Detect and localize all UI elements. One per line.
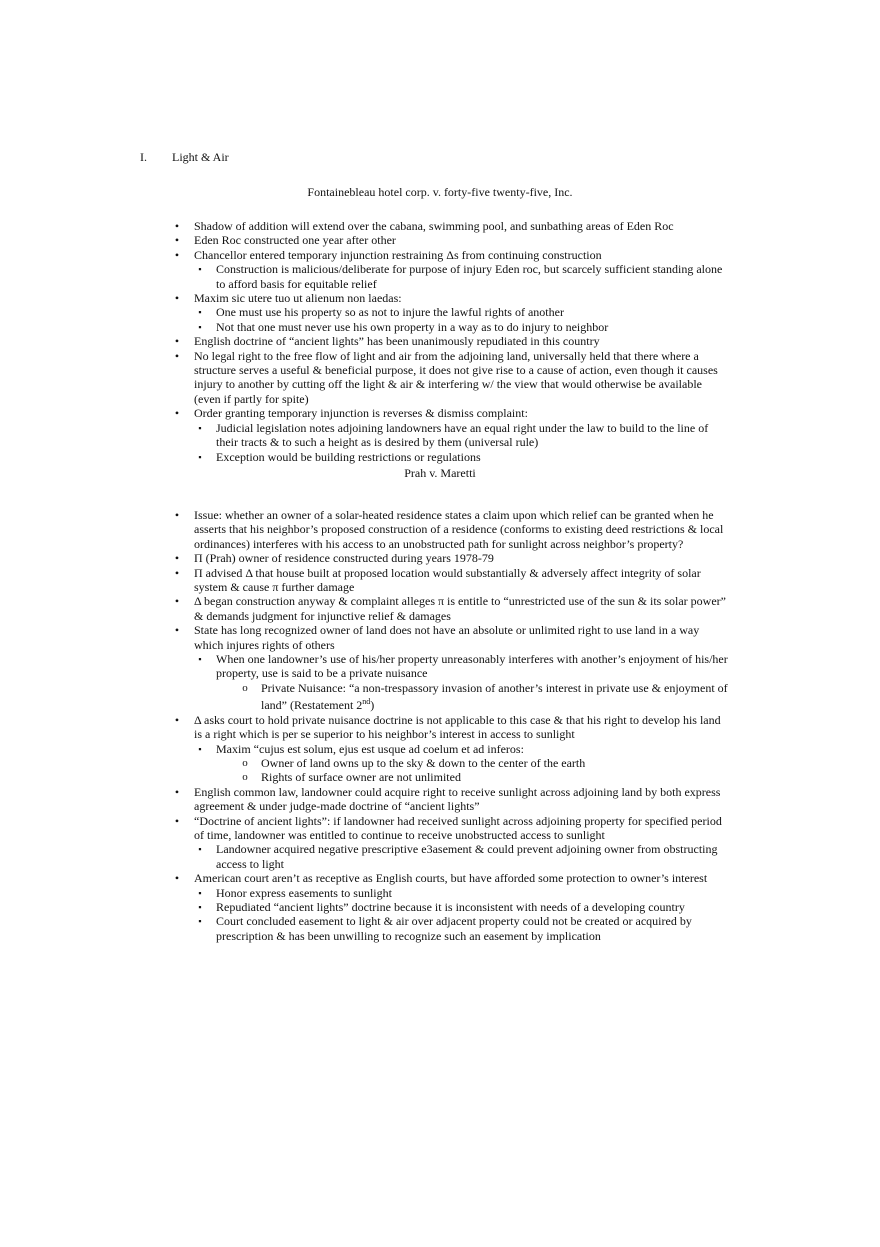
outline-item-text: Eden Roc constructed one year after other xyxy=(194,233,396,248)
bullet-marker: ▪ xyxy=(198,422,202,433)
bullet-marker: ▪ xyxy=(198,321,202,332)
outline-item-level-2 xyxy=(0,900,880,914)
outline-item-text: Rights of surface owner are not unlimited xyxy=(261,770,461,785)
bullet-marker: o xyxy=(242,771,248,784)
bullet-marker: o xyxy=(242,756,248,769)
outline-item-level-1 xyxy=(0,814,880,843)
bullet-marker: • xyxy=(174,334,180,349)
outline-item-text: Π advised Δ that house built at proposed location would substantially & adversely affect integrity of solar system & cause π further damage xyxy=(194,565,701,595)
section-title: Light & Air xyxy=(172,150,229,164)
bullet-marker: ▪ xyxy=(198,743,202,754)
outline-item-text: Judicial legislation notes adjoining landowners have an equal right under the law to build to the line of their tracts & to such a height as is desired by them (universal rule) xyxy=(216,420,709,450)
bullet-marker: • xyxy=(174,712,180,727)
outline-item-level-3 xyxy=(0,756,880,770)
bullet-marker: ▪ xyxy=(198,654,202,665)
outline-item-text: Issue: whether an owner of a solar-heated residence states a claim upon which relief can be granted when he asserts that his neighbor’s proposed construction of a residence (conforms to existing deed restrictions & local ordinances) interferes with his access to an unobstructed path for sunlight across neighbor’s property? xyxy=(194,508,724,551)
outline-item-level-1 xyxy=(0,349,880,407)
outline-item-text: One must use his property so as not to injure the lawful rights of another xyxy=(216,305,564,320)
bullet-marker: • xyxy=(174,813,180,828)
case-notes-prah xyxy=(0,508,880,943)
outline-item-level-1 xyxy=(0,594,880,623)
bullet-marker: • xyxy=(174,551,180,566)
outline-item-text: American court aren’t as receptive as English courts, but have afforded some protection to owner’s interest xyxy=(194,871,708,886)
outline-item-level-1 xyxy=(0,785,880,814)
bullet-marker: ▪ xyxy=(198,844,202,855)
outline-item-level-1 xyxy=(0,219,880,233)
outline-item-text: Landowner acquired negative prescriptive e3asement & could prevent adjoining owner from obstructing access to light xyxy=(216,842,718,871)
bullet-marker: ▪ xyxy=(198,307,202,318)
outline-item-text: Order granting temporary injunction is reverses & dismiss complaint: xyxy=(194,406,528,421)
bullet-marker: • xyxy=(174,291,180,306)
bullet-marker: • xyxy=(174,247,180,262)
outline-item-text: Maxim sic utere tuo ut alienum non laedas: xyxy=(194,291,402,306)
outline-item-text: No legal right to the free flow of light and air from the adjoining land, universally held that there where a structure serves a useful & beneficial purpose, it does not give rise to a cause of action, even though it causes injury to another by cutting off the light & air & interfering w/ the view that would otherwise be available (even if partly for spite) xyxy=(194,348,718,406)
outline-item-level-2 xyxy=(0,320,880,334)
bullet-marker: • xyxy=(174,508,180,522)
outline-item-text: Repudiated “ancient lights” doctrine because it is inconsistent with needs of a developing country xyxy=(216,899,685,914)
bullet-marker: • xyxy=(174,348,180,363)
outline-item-level-3 xyxy=(0,681,880,713)
outline-item-text: Court concluded easement to light & air over adjacent property could not be created or acquired by prescription & has been unwilling to recognize such an easement by implication xyxy=(216,914,692,943)
outline-item-text: Exception would be building restrictions or regulations xyxy=(216,449,481,464)
outline-item-level-1 xyxy=(0,871,880,885)
case-notes-fontainebleau xyxy=(0,219,880,464)
outline-item-level-2 xyxy=(0,652,880,681)
outline-item-text: Not that one must never use his own property in a way as to do injury to neighbor xyxy=(216,319,609,334)
section-number: I. xyxy=(140,150,147,164)
outline-item-text: Π (Prah) owner of residence constructed during years 1978-79 xyxy=(194,551,494,566)
bullet-marker: ▪ xyxy=(198,264,202,275)
outline-item-text: Owner of land owns up to the sky & down to the center of the earth xyxy=(261,755,586,770)
outline-item-text: Honor express easements to sunlight xyxy=(216,885,392,900)
bullet-marker: • xyxy=(174,623,180,638)
case-title-fontainebleau: Fontainebleau hotel corp. v. forty-five twenty-five, Inc. xyxy=(307,185,573,199)
outline-item-text: Maxim “cujus est solum, ejus est usque ad coelum et ad inferos: xyxy=(216,741,524,756)
bullet-marker: • xyxy=(174,233,180,248)
outline-item-text: State has long recognized owner of land does not have an absolute or unlimited right to use land in a way which injures rights of others xyxy=(194,623,700,652)
outline-item-level-1 xyxy=(0,566,880,595)
bullet-marker: ▪ xyxy=(198,901,202,912)
outline-item-level-2 xyxy=(0,450,880,464)
outline-item-text: Δ began construction anyway & complaint alleges π is entitle to “unrestricted use of the sun & its solar power” & demands judgment for injunctive relief & damages xyxy=(194,594,726,623)
outline-item-text: Shadow of addition will extend over the cabana, swimming pool, and sunbathing areas of Eden Roc xyxy=(194,219,674,233)
outline-item-text: Chancellor entered temporary injunction restraining Δs from continuing construction xyxy=(194,247,602,262)
outline-item-level-1 xyxy=(0,508,880,551)
bullet-marker: ▪ xyxy=(198,451,202,462)
bullet-marker: • xyxy=(174,219,180,233)
outline-item-text: English doctrine of “ancient lights” has been unanimously repudiated in this country xyxy=(194,334,600,349)
outline-item-level-1 xyxy=(0,291,880,305)
outline-item-text: Δ asks court to hold private nuisance doctrine is not applicable to this case & that his right to develop his land is a right which is per se superior to his neighbor’s interest in access to sunlight xyxy=(194,712,721,742)
outline-item-level-2 xyxy=(0,262,880,291)
outline-item-level-1 xyxy=(0,233,880,247)
bullet-marker: o xyxy=(242,681,248,694)
outline-item-level-2 xyxy=(0,842,880,871)
bullet-marker: • xyxy=(174,871,180,886)
bullet-marker: • xyxy=(174,565,180,580)
outline-item-text: English common law, landowner could acquire right to receive sunlight across adjoining land by both express agreement & under judge-made doctrine of “ancient lights” xyxy=(194,784,721,814)
bullet-marker: • xyxy=(174,406,180,421)
bullet-marker: • xyxy=(174,784,180,799)
outline-item-text: Private Nuisance: “a non-trespassory invasion of another’s interest in private use & enjoyment of land” (Restatement 2nd) xyxy=(261,680,728,713)
outline-item-level-1 xyxy=(0,334,880,348)
bullet-marker: • xyxy=(174,594,180,609)
outline-item-level-1 xyxy=(0,248,880,262)
outline-item-text: “Doctrine of ancient lights”: if landowner had received sunlight across adjoining property for specified period of time, landowner was entitled to continue to receive unobstructed access to sunlight xyxy=(194,813,722,842)
outline-item-level-2 xyxy=(0,742,880,756)
case-title-prah: Prah v. Maretti xyxy=(404,466,476,480)
outline-item-level-1 xyxy=(0,713,880,742)
outline-item-level-3 xyxy=(0,770,880,784)
bullet-marker: ▪ xyxy=(198,887,202,898)
outline-item-text: Construction is malicious/deliberate for purpose of injury Eden roc, but scarcely sufficient standing alone to afford basis for equitable relief xyxy=(216,262,723,291)
ordinal-superscript: nd xyxy=(362,697,371,707)
outline-item-level-2 xyxy=(0,421,880,450)
outline-item-level-2 xyxy=(0,886,880,900)
outline-item-level-1 xyxy=(0,623,880,652)
outline-item-text: When one landowner’s use of his/her property unreasonably interferes with another’s enjoyment of his/her property, use is said to be a private nuisance xyxy=(216,652,728,681)
outline-item-level-2 xyxy=(0,305,880,319)
bullet-marker: ▪ xyxy=(198,916,202,927)
outline-item-level-1 xyxy=(0,551,880,565)
outline-item-level-1 xyxy=(0,406,880,420)
outline-item-level-2 xyxy=(0,914,880,943)
